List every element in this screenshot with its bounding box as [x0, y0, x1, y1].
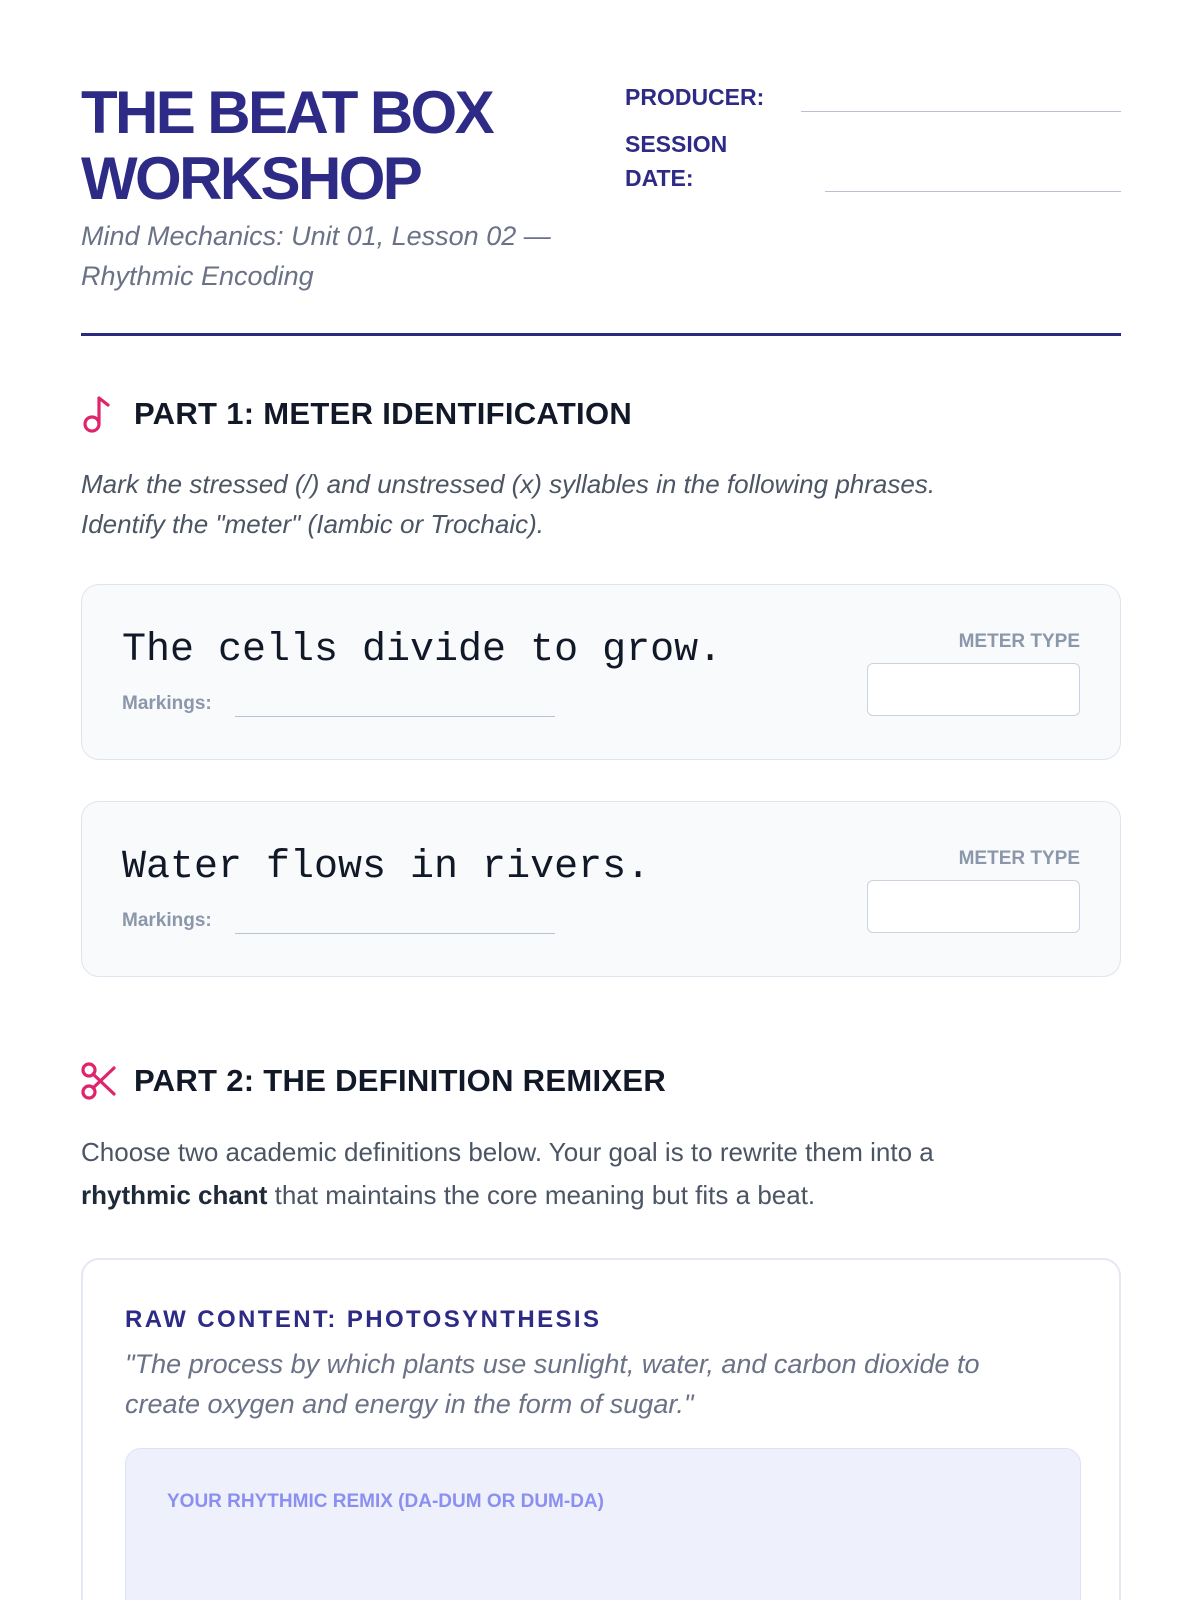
intro-emphasis: rhythmic chant: [81, 1180, 268, 1210]
intro-line-2: [81, 1174, 1121, 1217]
markings-label: Markings:: [122, 693, 212, 714]
raw-content-quote: [125, 1344, 1085, 1424]
instructions-line-1: Mark the stressed (/) and unstressed (x) syllables in the following phrases.: [81, 469, 936, 499]
intro-line-1: Choose two academic definitions below. Your goal is to rewrite them into a: [81, 1137, 934, 1167]
worksheet-title: [81, 80, 601, 212]
meter-type-input[interactable]: [867, 880, 1080, 933]
rhythmic-remix-input[interactable]: [125, 1448, 1081, 1600]
subtitle-line-2: Rhythmic Encoding: [81, 261, 314, 291]
worksheet-page: [81, 0, 1121, 1600]
markings-field[interactable]: [235, 716, 555, 717]
part2-title: PART 2: THE DEFINITION REMIXER: [134, 1063, 667, 1098]
markings-field[interactable]: [235, 933, 555, 934]
session-label-line-1: SESSION: [625, 131, 728, 157]
raw-content-card: [81, 1258, 1121, 1600]
meter-type-label: METER TYPE: [958, 848, 1080, 869]
session-label-line-2: DATE:: [625, 165, 694, 191]
instructions-line-2: Identify the "meter" (Iambic or Trochaic).: [81, 509, 545, 539]
intro-rest: that maintains the core meaning but fits a beat.: [267, 1180, 816, 1210]
remix-label: YOUR RHYTHMIC REMIX (DA-DUM OR DUM-DA): [167, 1491, 604, 1512]
markings-label: Markings:: [122, 910, 212, 931]
raw-content-title: RAW CONTENT: PHOTOSYNTHESIS: [125, 1306, 602, 1333]
music-note-icon: [81, 394, 117, 434]
meter-type-input[interactable]: [867, 663, 1080, 716]
title-line-1: THE BEAT BOX: [81, 79, 493, 146]
session-date-field[interactable]: [825, 191, 1121, 192]
producer-label: PRODUCER:: [625, 84, 765, 110]
title-line-2: WORKSHOP: [81, 145, 421, 212]
part2-intro: [81, 1131, 1121, 1217]
phrase-card: [81, 584, 1121, 760]
producer-field[interactable]: [801, 111, 1121, 112]
scissors-icon: [81, 1061, 117, 1101]
subtitle-line-1: Mind Mechanics: Unit 01, Lesson 02 —: [81, 221, 551, 251]
phrase-text: Water flows in rivers.: [122, 845, 651, 890]
session-date-label: [625, 127, 727, 195]
part2-heading: [81, 1061, 1121, 1101]
quote-line-2: create oxygen and energy in the form of sugar.": [125, 1389, 694, 1419]
phrase-card: [81, 801, 1121, 977]
worksheet-subtitle: [81, 216, 601, 296]
worksheet-header: [81, 80, 1121, 336]
phrase-text: The cells divide to grow.: [122, 628, 723, 673]
part1-heading: [81, 394, 1121, 434]
meter-type-label: METER TYPE: [958, 631, 1080, 652]
part1-title: PART 1: METER IDENTIFICATION: [134, 396, 633, 431]
quote-line-1: "The process by which plants use sunlight, water, and carbon dioxide to: [125, 1349, 980, 1379]
part1-instructions: [81, 464, 1121, 544]
